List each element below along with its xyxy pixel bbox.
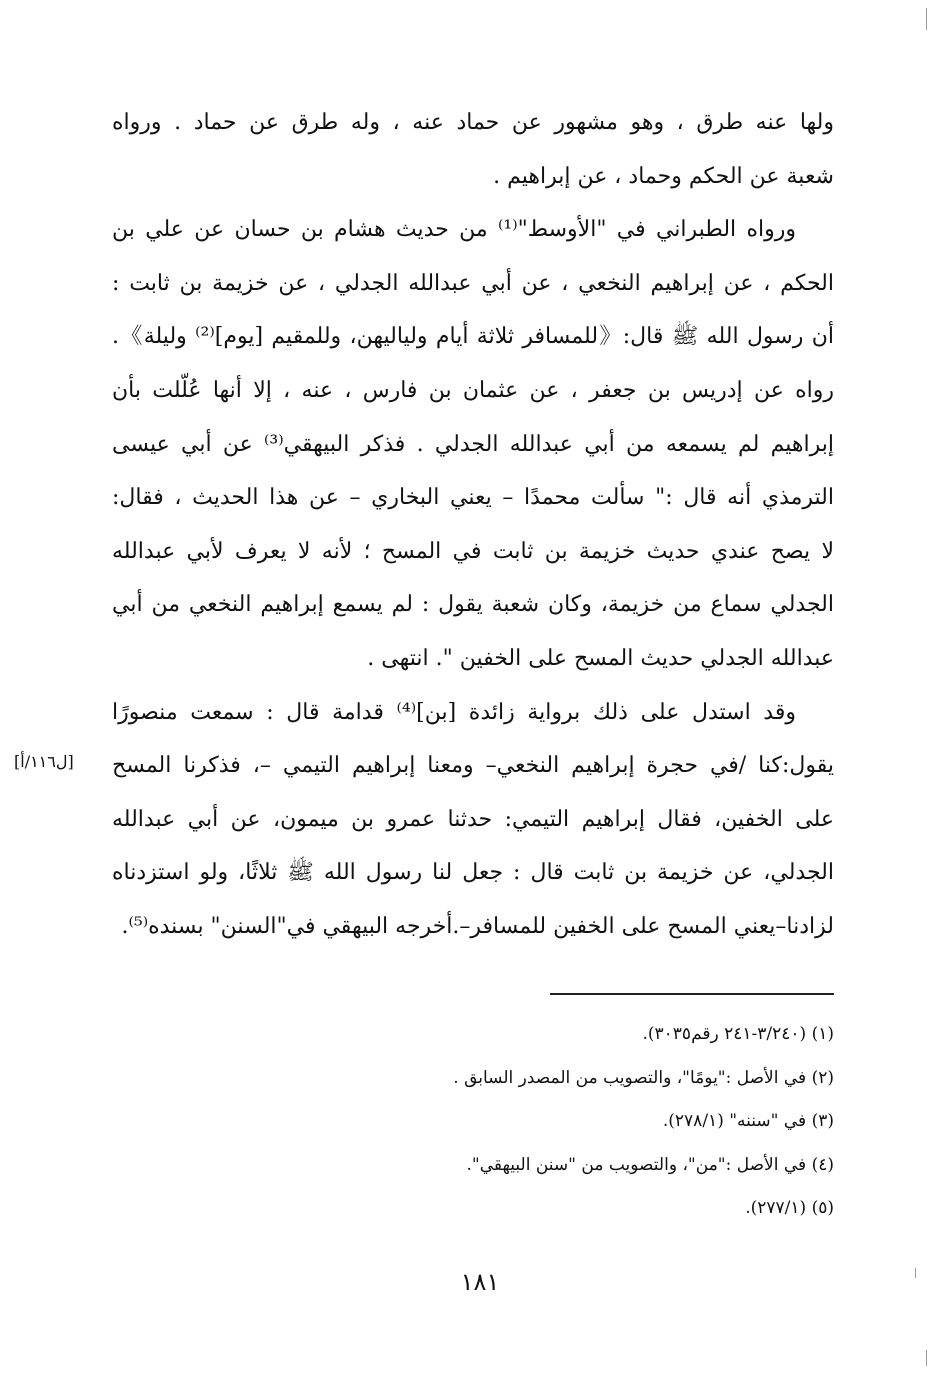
scan-edge-mark <box>926 1350 927 1366</box>
footnote-separator <box>550 993 834 995</box>
footnote: (٣) في "سننه" (٢٧٨/١). <box>662 1111 834 1131</box>
footnote: (٤) في الأصل :"من"، والتصويب من "سنن البيهقي". <box>466 1154 834 1175</box>
text-line: الجدلي، عن خزيمة بن ثابت قال : جعل لنا رسول الله ﷺ ثلاثًا، ولو استزدناه <box>112 860 834 886</box>
text-line: يقول:كنا /في حجرة إبراهيم النخعي– ومعنا إبراهيم التيمي –، فذكرنا المسح <box>112 753 834 779</box>
text-line: رواه عن إدريس بن جعفر ، عن عثمان بن فارس ، عنه ، إلا أنها عُلّلت بأن <box>112 377 834 403</box>
scan-edge-mark <box>915 1268 916 1278</box>
footnotes <box>300 1013 834 1231</box>
text-line: عبدالله الجدلي حديث المسح على الخفين ". انتهى . <box>367 645 834 671</box>
text-line: الجدلي سماع من خزيمة، وكان شعبة يقول : لم يسمع إبراهيم النخعي من أبي <box>112 592 834 618</box>
text-line: على الخفين، فقال إبراهيم التيمي: حدثنا عمرو بن ميمون، عن أبي عبدالله <box>112 806 834 832</box>
footnote: (٢) في الأصل :"يومًا"، والتصويب من المصدر السابق . <box>453 1067 834 1088</box>
page-number: ١٨١ <box>460 1268 500 1296</box>
footnote: (١) (٣/٢٤٠-٢٤١ رقم٣٠٣٥). <box>642 1024 834 1044</box>
text-line: شعبة عن الحكم وحماد ، عن إبراهيم . <box>493 163 834 189</box>
text-line: أن رسول الله ﷺ قال:《للمسافر ثلاثة أيام ولياليهن، وللمقيم [يوم]⁽²⁾ وليلة》. <box>112 324 834 350</box>
text-line: وقد استدل على ذلك برواية زائدة [بن]⁽⁴⁾ قدامة قال : سمعت منصورًا <box>112 699 796 725</box>
text-line: الحكم ، عن إبراهيم النخعي ، عن أبي عبدالله الجدلي ، عن خزيمة بن ثابت : <box>112 270 834 296</box>
footnote: (٥) (٢٧٧/١). <box>745 1198 834 1218</box>
text-line: لا يصح عندي حديث خزيمة بن ثابت في المسح ؛ لأنه لا يعرف لأبي عبدالله <box>112 538 834 564</box>
scan-edge-mark <box>926 8 927 30</box>
text-line: إبراهيم لم يسمعه من أبي عبدالله الجدلي . فذكر البيهقي⁽³⁾ عن أبي عيسى <box>112 431 834 457</box>
manuscript-folio-note: [ل١١٦/أ] <box>14 752 74 771</box>
main-text <box>112 96 834 954</box>
text-line: ولها عنه طرق ، وهو مشهور عن حماد عنه ، وله طرق عن حماد . ورواه <box>112 110 834 135</box>
text-line: لزادنا–يعني المسح على الخفين للمسافر–.أخرجه البيهقي في"السنن" بسنده⁽⁵⁾. <box>121 913 834 939</box>
text-line: ورواه الطبراني في "الأوسط"⁽¹⁾ من حديث هشام بن حسان عن علي بن <box>112 217 796 243</box>
text-line: الترمذي أنه قال :" سألت محمدًا – يعني البخاري – عن هذا الحديث ، فقال: <box>112 485 834 511</box>
